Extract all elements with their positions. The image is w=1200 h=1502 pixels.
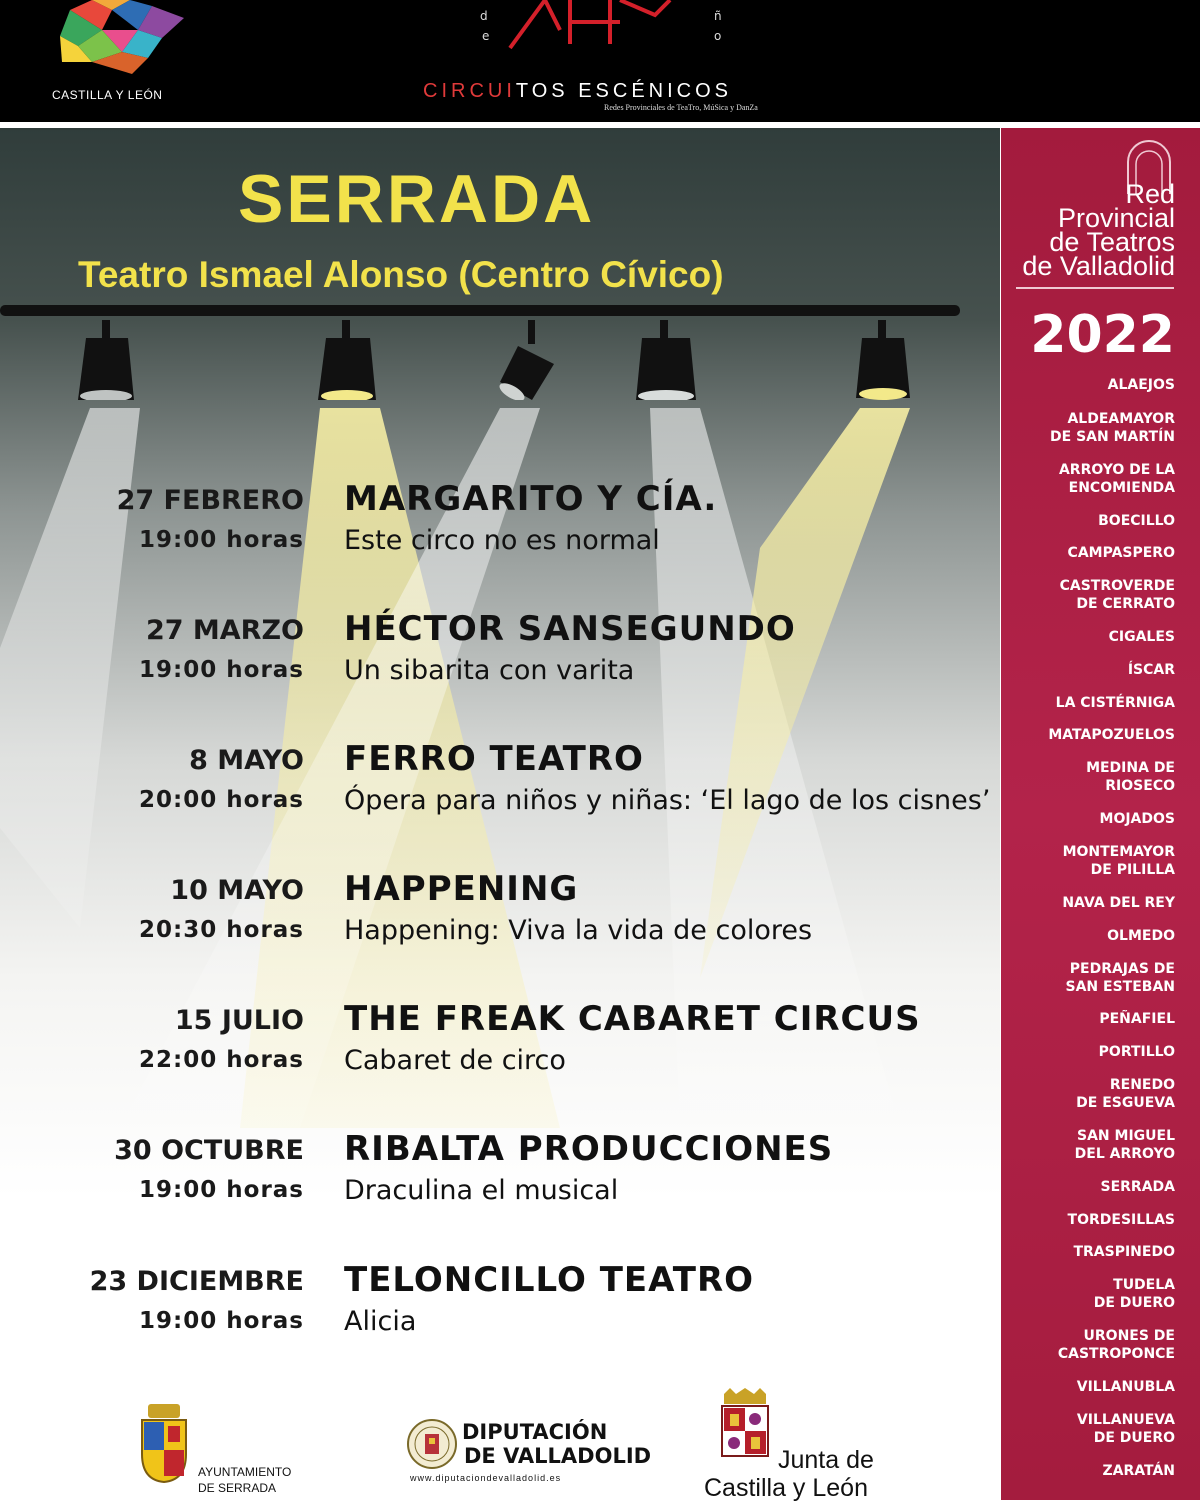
- event-date: 27 MARZO: [145, 615, 304, 646]
- junta-line: Junta de: [778, 1446, 874, 1474]
- event-time: 19:00 horas: [139, 657, 304, 683]
- town-item: URONES DE CASTROPONCE: [1057, 1328, 1175, 1362]
- town-item: CASTROVERDE DE CERRATO: [1059, 578, 1175, 612]
- diputacion-line: DIPUTACIÓN: [462, 1420, 608, 1444]
- diputacion-seal-icon: [406, 1418, 458, 1470]
- town-item: RENEDO DE ESGUEVA: [1076, 1077, 1175, 1111]
- network-title-line: de Teatros: [1049, 227, 1175, 257]
- event-company: FERRO TEATRO: [344, 739, 644, 779]
- event-show: Draculina el musical: [344, 1175, 619, 1206]
- town-item: ÍSCAR: [1127, 662, 1175, 678]
- mark-letter: o: [714, 29, 722, 43]
- town-item: MONTEMAYOR DE PILILLA: [1062, 844, 1175, 878]
- brand-part-white: TOS: [515, 80, 569, 102]
- event-time: 19:00 horas: [139, 1308, 304, 1334]
- event-time: 20:00 horas: [139, 787, 304, 813]
- event-show: Un sibarita con varita: [344, 655, 635, 686]
- town-item: CIGALES: [1108, 629, 1175, 645]
- event-show: Alicia: [344, 1306, 417, 1337]
- town-item: MATAPOZUELOS: [1048, 727, 1175, 743]
- event-show: Este circo no es normal: [344, 525, 660, 556]
- event-company: HÉCTOR SANSEGUNDO: [344, 609, 796, 649]
- circuitos-mark-icon: [470, 0, 740, 70]
- network-title-line: Provincial: [1057, 203, 1175, 233]
- junta-label: [704, 1446, 874, 1502]
- event-company: TELONCILLO TEATRO: [344, 1260, 755, 1300]
- network-title: [1001, 179, 1175, 281]
- event-time: 19:00 horas: [139, 527, 304, 553]
- event-time: 20:30 horas: [139, 917, 304, 943]
- town-item: TUDELA DE DUERO: [1093, 1277, 1175, 1311]
- event-company: HAPPENING: [344, 869, 579, 909]
- event-row: [0, 869, 1000, 985]
- event-date: 23 DICIEMBRE: [89, 1266, 304, 1297]
- mark-letter: d: [480, 9, 488, 23]
- event-company: MARGARITO Y CÍA.: [344, 479, 718, 519]
- spotlight-icon: [314, 320, 384, 400]
- spotlight-icon: [72, 320, 142, 400]
- event-time: 22:00 horas: [139, 1047, 304, 1073]
- junta-line: Castilla y León: [704, 1474, 868, 1502]
- town-item: OLMEDO: [1107, 928, 1175, 944]
- ayuntamiento-label: [198, 1464, 291, 1496]
- town-item: ARROYO DE LA ENCOMIENDA: [1058, 462, 1175, 496]
- ayuntamiento-line: DE SERRADA: [198, 1481, 277, 1495]
- circuitos-subtitle: Redes Provinciales de TeaTro, MúSica y DanZa: [604, 103, 758, 112]
- event-company: THE FREAK CABARET CIRCUS: [344, 999, 921, 1039]
- ayuntamiento-line: AYUNTAMIENTO: [198, 1465, 292, 1479]
- town-item: VILLANUEVA DE DUERO: [1076, 1412, 1175, 1446]
- town-item: ZARATÁN: [1102, 1463, 1175, 1479]
- town-item: TORDESILLAS: [1067, 1212, 1175, 1228]
- event-show: Ópera para niños y niñas: ‘El lago de los cisnes’: [344, 785, 991, 816]
- event-date: 27 FEBRERO: [116, 485, 304, 516]
- town-title: SERRADA: [238, 161, 596, 237]
- circuitos-escenicos-title: [423, 80, 732, 103]
- event-date: 10 MAYO: [170, 875, 304, 906]
- brand-part-white: ESCÉNICOS: [568, 80, 733, 102]
- event-show: Happening: Viva la vida de colores: [344, 915, 813, 946]
- town-item: NAVA DEL REY: [1062, 895, 1175, 911]
- town-item: TRASPINEDO: [1073, 1244, 1175, 1260]
- town-item: VILLANUBLA: [1076, 1379, 1175, 1395]
- diputacion-url: www.diputaciondevalladolid.es: [410, 1473, 562, 1483]
- mark-letter: ñ: [714, 9, 722, 23]
- event-company: RIBALTA PRODUCCIONES: [344, 1129, 834, 1169]
- brand-part-red: CIRCUI: [423, 80, 516, 102]
- town-item: SERRADA: [1100, 1179, 1175, 1195]
- town-item: LA CISTÉRNIGA: [1055, 695, 1175, 711]
- diputacion-line: DE VALLADOLID: [464, 1444, 652, 1468]
- region-logo-label: CASTILLA Y LEÓN: [52, 88, 163, 102]
- mark-letter: e: [482, 29, 490, 43]
- network-title-line: de Valladolid: [1022, 251, 1175, 281]
- town-item: ALDEAMAYOR DE SAN MARTÍN: [1050, 411, 1175, 445]
- sidebar-divider: [1016, 287, 1174, 289]
- event-show: Cabaret de circo: [344, 1045, 566, 1076]
- lighting-rail: [0, 305, 960, 316]
- town-item: PEÑAFIEL: [1099, 1011, 1175, 1027]
- town-item: PEDRAJAS DE SAN ESTEBAN: [1065, 961, 1175, 995]
- town-item: MEDINA DE RIOSECO: [1086, 760, 1175, 794]
- event-date: 30 OCTUBRE: [114, 1135, 304, 1166]
- theatre-name: Teatro Ismael Alonso (Centro Cívico): [78, 254, 724, 295]
- spotlight-icon: [850, 320, 920, 400]
- town-item: CAMPASPERO: [1067, 545, 1175, 561]
- event-time: 19:00 horas: [139, 1177, 304, 1203]
- event-row: [0, 1260, 1000, 1376]
- network-title-line: Red: [1125, 179, 1175, 209]
- town-item: MOJADOS: [1099, 811, 1175, 827]
- town-item: PORTILLO: [1098, 1044, 1175, 1060]
- town-item: BOECILLO: [1098, 513, 1175, 529]
- event-row: [0, 479, 1000, 595]
- spotlight-icon: [496, 320, 566, 400]
- event-date: 8 MAYO: [189, 745, 304, 776]
- event-row: [0, 1129, 1000, 1245]
- event-row: [0, 999, 1000, 1115]
- top-banner: [0, 0, 1200, 122]
- serrada-coat-of-arms-icon: [136, 1402, 192, 1484]
- event-row: [0, 739, 1000, 855]
- season-year: 2022: [1030, 305, 1175, 365]
- event-row: [0, 609, 1000, 725]
- diputacion-label: [462, 1420, 651, 1468]
- town-item: SAN MIGUEL DEL ARROYO: [1074, 1128, 1175, 1162]
- spotlight-icon: [632, 320, 702, 400]
- event-date: 15 JULIO: [174, 1005, 304, 1036]
- town-item: ALAEJOS: [1107, 377, 1175, 393]
